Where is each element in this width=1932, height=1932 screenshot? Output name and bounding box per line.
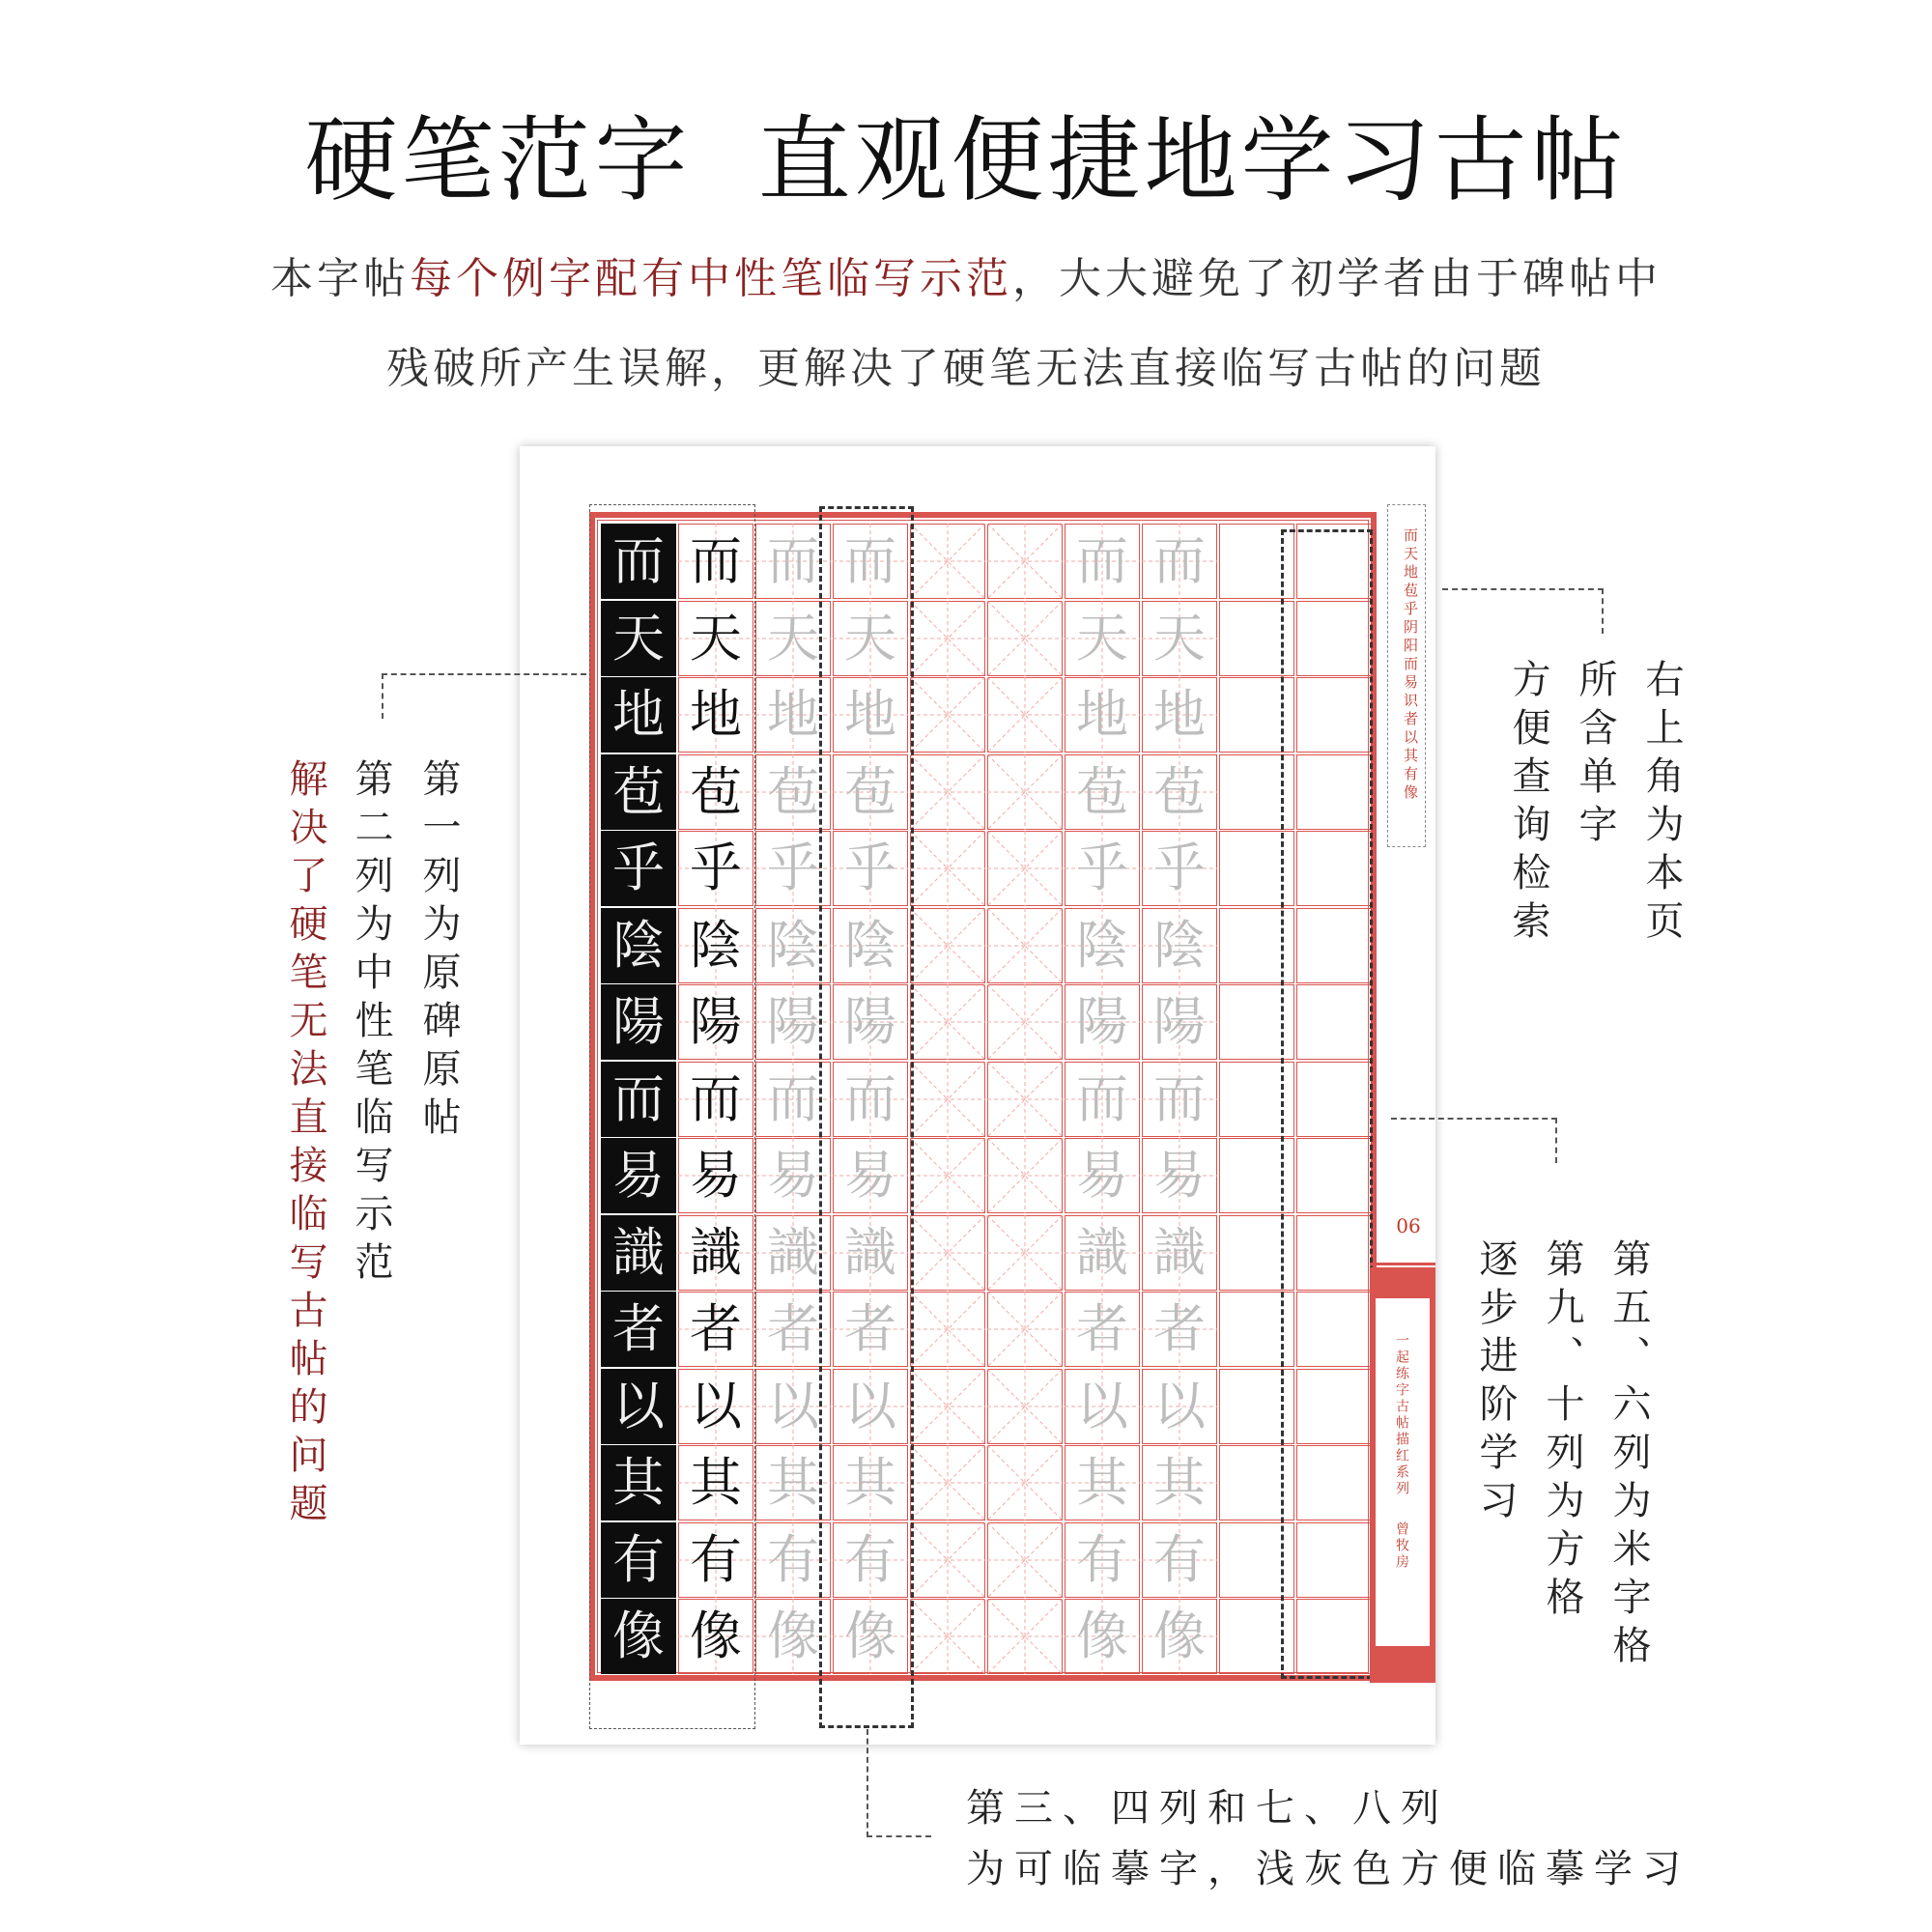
grid-cell-mizi — [987, 1522, 1063, 1598]
pen-model-character: 苞 — [690, 760, 742, 822]
page-title: 硬笔范字 直观便捷地学习古帖 — [304, 106, 1628, 214]
trace-character: 以 — [1153, 1375, 1206, 1436]
grid-cell-mizi — [987, 1599, 1063, 1674]
grid-cell-mizi — [910, 908, 985, 983]
grid-cell-trace — [1065, 984, 1140, 1060]
pen-model-character: 以 — [690, 1375, 742, 1436]
trace-character: 陰 — [1076, 914, 1128, 976]
trace-character: 以 — [767, 1375, 819, 1436]
grid-cell-mizi — [987, 1369, 1063, 1444]
trace-character: 有 — [1076, 1528, 1128, 1590]
original-character: 易 — [612, 1145, 665, 1206]
grid-cell-trace — [1142, 831, 1217, 906]
col4-highlight — [819, 506, 914, 1728]
note-bottom-line1: 第三、四列和七、八列 — [966, 1786, 1449, 1831]
grid-cell-mizi — [987, 1062, 1063, 1137]
original-character: 以 — [612, 1375, 665, 1436]
trace-character: 者 — [1076, 1298, 1128, 1359]
intro-line-1 — [0, 243, 1932, 305]
trace-character: 有 — [767, 1528, 819, 1590]
publisher-text: 曾牧房 — [1394, 1521, 1409, 1571]
grid-cell-mizi — [910, 754, 985, 830]
grid-cell-trace — [1065, 1522, 1140, 1598]
trace-character: 地 — [1153, 684, 1206, 745]
trace-character: 乎 — [767, 838, 819, 898]
grid-cell-trace — [1065, 601, 1140, 676]
grid-cell-trace — [1065, 908, 1140, 983]
trace-character: 像 — [1076, 1605, 1128, 1666]
pen-model-character: 有 — [690, 1528, 742, 1590]
original-character: 而 — [612, 1067, 665, 1129]
grid-cell-trace — [1065, 754, 1140, 830]
trace-character: 陽 — [1076, 991, 1128, 1052]
trace-character: 識 — [767, 1221, 819, 1283]
trace-character: 地 — [767, 684, 819, 745]
original-character: 而 — [612, 530, 665, 591]
pen-model-character: 乎 — [690, 838, 742, 898]
trace-character: 其 — [1153, 1452, 1206, 1513]
grid-cell-trace — [1142, 908, 1217, 983]
trace-character: 者 — [844, 1298, 896, 1359]
trace-character: 而 — [844, 530, 896, 591]
grid-cell-mizi — [910, 1445, 985, 1520]
intro-highlight: 每个例字配有中性笔临写示范 — [410, 254, 1012, 303]
trace-character: 陽 — [844, 991, 896, 1052]
leader-top-right — [1442, 588, 1604, 634]
grid-cell-mizi — [910, 601, 985, 676]
pen-model-character: 易 — [690, 1145, 742, 1206]
grid-cell-trace — [1142, 1215, 1217, 1291]
grid-cell-mizi — [910, 1062, 985, 1137]
trace-character: 陰 — [1153, 914, 1206, 976]
grid-cell-mizi — [910, 1369, 985, 1444]
trace-character: 像 — [844, 1605, 896, 1666]
pen-model-character: 天 — [690, 607, 742, 668]
note-top-right-a: 右上角为本页 — [1639, 659, 1684, 949]
trace-character: 易 — [1076, 1145, 1128, 1206]
grid-cell-trace — [1142, 984, 1217, 1060]
trace-character: 像 — [767, 1605, 819, 1666]
trace-character: 乎 — [844, 838, 896, 898]
original-character: 者 — [612, 1298, 665, 1359]
trace-character: 者 — [1153, 1298, 1206, 1359]
grid-cell-mizi — [910, 1522, 985, 1598]
original-character: 其 — [612, 1452, 665, 1513]
pen-model-character: 其 — [690, 1452, 742, 1513]
grid-cell-trace — [1142, 1445, 1217, 1520]
grid-cell-trace — [1142, 754, 1217, 830]
grid-cell-mizi — [910, 1292, 985, 1367]
trace-character: 苞 — [1076, 760, 1128, 822]
grid-cell-mizi — [910, 677, 985, 753]
grid-cell-trace — [1142, 524, 1217, 599]
intro-line-1-end: ，大大避免了初学者由于碑帖中 — [1012, 254, 1662, 303]
grid-cell-mizi — [987, 984, 1063, 1060]
grid-cell-trace — [1065, 1445, 1140, 1520]
original-character: 陽 — [612, 991, 665, 1052]
ribbon-bar — [1370, 1263, 1435, 1265]
grid-cell-trace — [1065, 524, 1140, 599]
intro-line-2: 残破所产生误解，更解决了硬笔无法直接临写古帖的问题 — [386, 344, 1546, 393]
grid-cell-mizi — [987, 524, 1063, 599]
grid-cell-mizi — [910, 1599, 985, 1674]
grid-cell-trace — [1142, 1369, 1217, 1444]
leader-mid-right — [1391, 1118, 1557, 1163]
trace-character: 其 — [767, 1452, 819, 1513]
trace-character: 識 — [1076, 1221, 1128, 1283]
trace-character: 有 — [844, 1528, 896, 1590]
original-character: 苞 — [612, 760, 665, 822]
original-character: 陰 — [612, 914, 665, 976]
grid-cell-mizi — [987, 1215, 1063, 1291]
note-col2-extra: 解决了硬笔无法直接临写古帖的问题 — [283, 758, 327, 1531]
note-mid-right-b: 第九、十列为方格 — [1540, 1238, 1584, 1625]
trace-character: 苞 — [1153, 760, 1206, 822]
grid-cell-trace — [1065, 1369, 1140, 1444]
trace-character: 陽 — [767, 991, 819, 1052]
col10-highlight — [1281, 529, 1373, 1679]
trace-character: 識 — [844, 1221, 896, 1283]
grid-cell-trace — [1065, 831, 1140, 906]
trace-character: 其 — [844, 1452, 896, 1513]
trace-character: 天 — [767, 607, 819, 668]
trace-character: 地 — [844, 684, 896, 745]
grid-cell-mizi — [987, 831, 1063, 906]
pen-model-character: 陰 — [690, 914, 742, 976]
note-col2: 第二列为中性笔临写示范 — [349, 758, 393, 1290]
trace-character: 以 — [1076, 1375, 1128, 1436]
page-number: 06 — [1396, 1214, 1421, 1237]
grid-cell-mizi — [987, 1445, 1063, 1520]
trace-character: 以 — [844, 1375, 896, 1436]
trace-character: 而 — [844, 1067, 896, 1129]
trace-character: 者 — [767, 1298, 819, 1359]
grid-cell-trace — [1142, 1599, 1217, 1674]
trace-character: 而 — [1153, 530, 1206, 591]
grid-cell-mizi — [910, 1138, 985, 1213]
grid-cell-mizi — [987, 908, 1063, 983]
pen-model-character: 陽 — [690, 991, 742, 1052]
trace-character: 識 — [1153, 1221, 1206, 1283]
intro-line-1-start: 本字帖 — [270, 254, 410, 303]
grid-cell-mizi — [987, 677, 1063, 753]
grid-cell-trace — [1142, 677, 1217, 753]
grid-cell-trace — [1142, 1138, 1217, 1213]
leader-bottom — [867, 1729, 931, 1837]
series-text: 一起练字古帖描红系列 — [1394, 1333, 1409, 1497]
note-col1: 第一列为原碑原帖 — [416, 758, 461, 1145]
grid-cell-trace — [1142, 1522, 1217, 1598]
trace-character: 乎 — [1153, 838, 1206, 898]
original-character: 乎 — [612, 838, 665, 898]
note-top-right-c: 方便查询检索 — [1506, 659, 1550, 949]
original-character: 識 — [612, 1221, 665, 1283]
trace-character: 而 — [1076, 1067, 1128, 1129]
note-mid-right-a: 第五、六列为米字格 — [1606, 1238, 1651, 1673]
trace-character: 陽 — [1153, 991, 1206, 1052]
grid-cell-mizi — [910, 984, 985, 1060]
trace-character: 其 — [1076, 1452, 1128, 1513]
col1-2-highlight — [589, 504, 755, 1729]
note-mid-right-c: 逐步进阶学习 — [1473, 1238, 1518, 1528]
trace-character: 有 — [1153, 1528, 1206, 1590]
grid-cell-mizi — [987, 754, 1063, 830]
pen-model-character: 識 — [690, 1221, 742, 1283]
trace-character: 而 — [1076, 530, 1128, 591]
original-character: 像 — [612, 1605, 665, 1666]
trace-character: 乎 — [1076, 838, 1128, 898]
grid-cell-mizi — [987, 601, 1063, 676]
grid-cell-mizi — [987, 1292, 1063, 1367]
page-index-text: 而天地苞乎阴阳而易识者以其有像 — [1402, 527, 1419, 803]
original-character: 天 — [612, 607, 665, 668]
trace-character: 陰 — [844, 914, 896, 976]
leader-col1 — [382, 673, 586, 719]
grid-cell-trace — [1142, 1292, 1217, 1367]
grid-cell-trace — [1142, 1062, 1217, 1137]
trace-character: 而 — [767, 1067, 819, 1129]
grid-cell-mizi — [987, 1138, 1063, 1213]
original-character: 有 — [612, 1528, 665, 1590]
trace-character: 陰 — [767, 914, 819, 976]
pen-model-character: 者 — [690, 1298, 742, 1359]
pen-model-character: 而 — [690, 530, 742, 591]
trace-character: 而 — [767, 530, 819, 591]
note-bottom-line2: 为可临摹字，浅灰色方便临摹学习 — [966, 1847, 1690, 1891]
pen-model-character: 像 — [690, 1605, 742, 1666]
grid-cell-mizi — [910, 831, 985, 906]
grid-cell-mizi — [910, 1215, 985, 1291]
grid-cell-trace — [1142, 601, 1217, 676]
pen-model-character: 而 — [690, 1067, 742, 1129]
trace-character: 天 — [1153, 607, 1206, 668]
trace-character: 天 — [844, 607, 896, 668]
trace-character: 易 — [1153, 1145, 1206, 1206]
trace-character: 易 — [844, 1145, 896, 1206]
trace-character: 天 — [1076, 607, 1128, 668]
grid-cell-trace — [1065, 1138, 1140, 1213]
trace-character: 像 — [1153, 1605, 1206, 1666]
trace-character: 易 — [767, 1145, 819, 1206]
trace-character: 苞 — [844, 760, 896, 822]
grid-cell-trace — [1065, 1062, 1140, 1137]
note-top-right-b: 所含单字 — [1573, 659, 1617, 852]
grid-cell-mizi — [910, 524, 985, 599]
grid-cell-trace — [1065, 1292, 1140, 1367]
trace-character: 苞 — [767, 760, 819, 822]
trace-character: 而 — [1153, 1067, 1206, 1129]
trace-character: 地 — [1076, 684, 1128, 745]
grid-cell-trace — [1065, 1599, 1140, 1674]
pen-model-character: 地 — [690, 684, 742, 745]
grid-cell-trace — [1065, 677, 1140, 753]
original-character: 地 — [612, 684, 665, 745]
grid-cell-trace — [1065, 1215, 1140, 1291]
